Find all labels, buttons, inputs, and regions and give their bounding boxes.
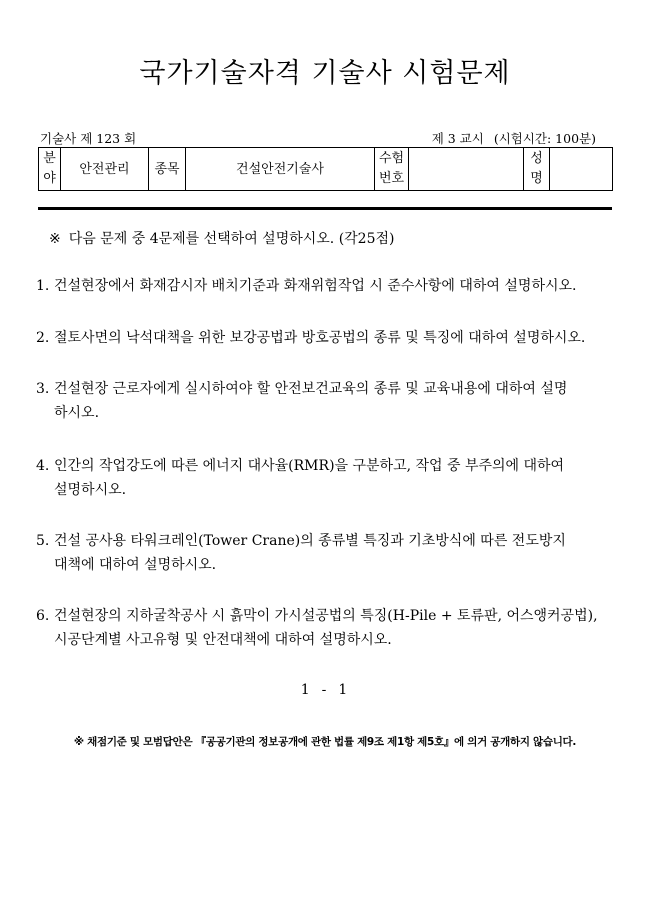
time-limit: (시험시간: 100분): [493, 131, 596, 146]
question-item: [36, 604, 616, 652]
category-label: 종목: [149, 148, 186, 191]
category-value: 건설안전기술사: [186, 148, 375, 191]
session-label: 제 3 교시: [431, 131, 484, 146]
exam-info-table: [38, 147, 613, 191]
question-item: [36, 454, 616, 502]
exam-round: 기술사 제 123 회: [40, 131, 137, 146]
question-number: 6.: [36, 608, 50, 624]
question-item: [36, 377, 616, 425]
page-current: 1: [300, 682, 312, 698]
page-total: 1: [338, 682, 350, 698]
name-label: 성 명: [524, 148, 550, 191]
question-text: 건설현장의 지하굴착공사 시 흙막이 가시설공법의 특징(H-Pile + 토류판, 어스앵커공법), 시공단계별 사고유형 및 안전대책에 대하여 설명하시오.: [54, 608, 598, 648]
page-separator: -: [321, 682, 329, 698]
question-number: 5.: [36, 533, 50, 549]
field-label: 분 야: [39, 148, 61, 191]
header-divider: [38, 207, 612, 210]
question-item: [36, 274, 616, 298]
session-info: [432, 131, 596, 147]
question-item: [36, 529, 616, 577]
exam-number-field[interactable]: [409, 148, 524, 191]
question-number: 2.: [36, 330, 50, 346]
question-number: 1.: [36, 278, 50, 294]
question-text: 건설현장 근로자에게 실시하여야 할 안전보건교육의 종류 및 교육내용에 대하여 설명 하시오.: [54, 381, 568, 421]
field-value: 안전관리: [61, 148, 149, 191]
page-title: 국가기술자격 기술사 시험문제: [139, 58, 511, 89]
question-number: 4.: [36, 458, 50, 474]
disclosure-footnote: ※ 채점기준 및 모범답안은 『공공기관의 정보공개에 관한 법률 제9조 제1항 제5호』에 의거 공개하지 않습니다.: [73, 736, 577, 748]
instruction-text: 다음 문제 중 4문제를 선택하여 설명하시오. (각25점): [68, 231, 395, 247]
question-text: 절토사면의 낙석대책을 위한 보강공법과 방호공법의 종류 및 특징에 대하여 설명하시오.: [54, 330, 586, 346]
exam-number-label: 수험 번호: [375, 148, 409, 191]
instruction: [49, 229, 609, 249]
question-text: 건설 공사용 타워크레인(Tower Crane)의 종류별 특징과 기초방식에 따른 전도방지 대책에 대하여 설명하시오.: [54, 533, 566, 573]
question-text: 건설현장에서 화재감시자 배치기준과 화재위험작업 시 준수사항에 대하여 설명하시오.: [54, 278, 577, 294]
exam-meta-row: [38, 131, 612, 147]
page-number: [0, 680, 650, 700]
name-field[interactable]: [550, 148, 613, 191]
reference-mark-icon: ※: [49, 231, 61, 247]
question-item: [36, 326, 616, 350]
question-text: 인간의 작업강도에 따른 에너지 대사율(RMR)을 구분하고, 작업 중 부주의에 대하여 설명하시오.: [54, 458, 565, 498]
question-number: 3.: [36, 381, 50, 397]
